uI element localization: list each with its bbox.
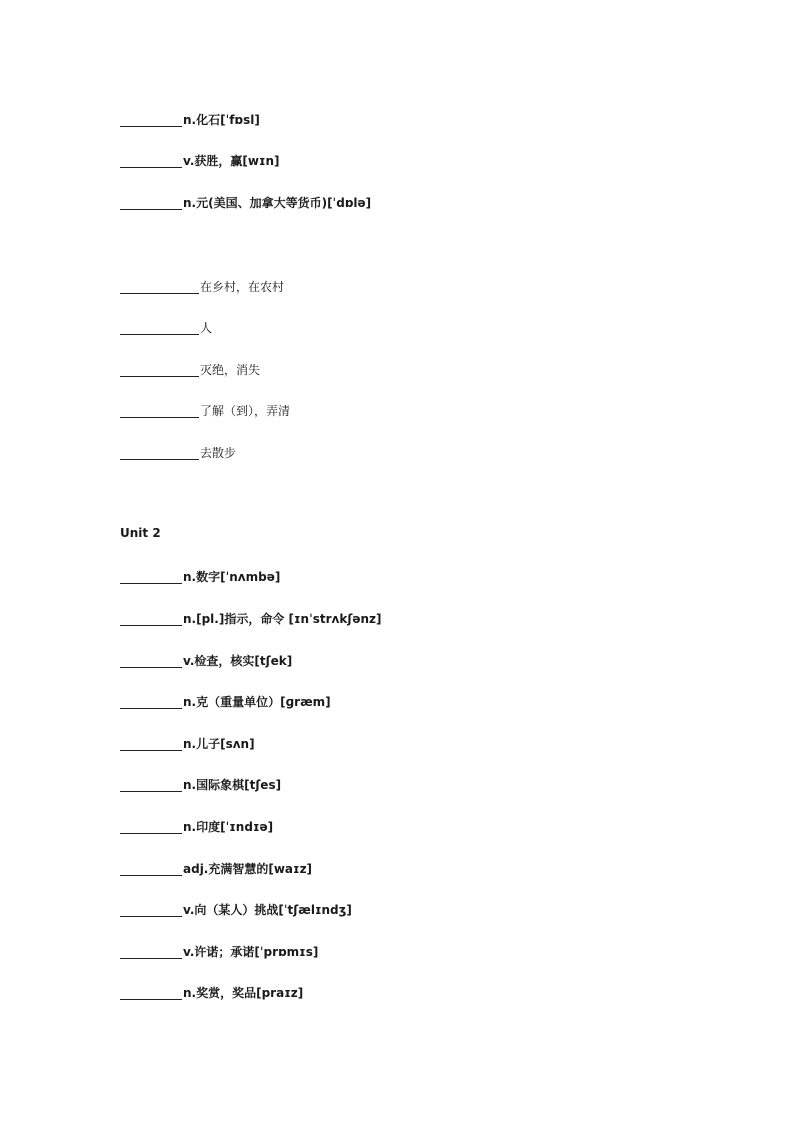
vocab-item	[120, 608, 382, 626]
vocab-item	[120, 733, 255, 751]
vocab-definition: n.印度[ˈɪndɪə]	[183, 820, 274, 834]
vocab-definition: n.[pl.]指示，命令 [ɪnˈstrʌkʃənz]	[183, 612, 382, 626]
answer-blank[interactable]	[120, 405, 199, 418]
phrase-definition: 人	[200, 321, 213, 335]
answer-blank[interactable]	[120, 779, 182, 792]
answer-blank[interactable]	[120, 447, 199, 460]
vocab-item	[120, 816, 273, 834]
vocab-item	[120, 982, 303, 1000]
answer-blank[interactable]	[120, 571, 182, 584]
answer-blank[interactable]	[120, 197, 182, 210]
phrase-item	[120, 400, 290, 418]
vocab-definition: n.奖赏，奖品[praɪz]	[183, 986, 304, 1000]
answer-blank[interactable]	[120, 281, 199, 294]
answer-blank[interactable]	[120, 821, 182, 834]
phrase-definition: 去散步	[200, 446, 237, 460]
vocab-definition: v.获胜，赢[wɪn]	[183, 154, 280, 168]
vocab-item	[120, 150, 280, 168]
answer-blank[interactable]	[120, 696, 182, 709]
phrase-item	[120, 442, 236, 460]
vocab-definition: n.元(美国、加拿大等货币)[ˈdɒlə]	[183, 196, 372, 210]
phrase-item	[120, 276, 284, 294]
vocab-definition: n.国际象棋[tʃes]	[183, 778, 282, 792]
phrase-definition: 了解（到），弄清	[200, 404, 291, 418]
vocab-item	[120, 192, 371, 210]
answer-blank[interactable]	[120, 364, 199, 377]
answer-blank[interactable]	[120, 322, 199, 335]
vocab-definition: n.化石[ˈfɒsl]	[183, 113, 260, 127]
answer-blank[interactable]	[120, 655, 182, 668]
answer-blank[interactable]	[120, 946, 182, 959]
vocab-item	[120, 650, 292, 668]
phrase-definition: 在乡村，在农村	[200, 280, 285, 294]
answer-blank[interactable]	[120, 904, 182, 917]
vocab-definition: n.数字[ˈnʌmbə]	[183, 570, 281, 584]
vocab-item	[120, 941, 318, 959]
answer-blank[interactable]	[120, 613, 182, 626]
answer-blank[interactable]	[120, 114, 182, 127]
phrase-definition: 灭绝，消失	[200, 363, 261, 377]
vocab-definition: n.克（重量单位）[ɡræm]	[183, 695, 331, 709]
vocab-item	[120, 691, 331, 709]
vocab-definition: v.向（某人）挑战[ˈtʃælɪndʒ]	[183, 903, 352, 917]
vocab-item	[120, 899, 352, 917]
answer-blank[interactable]	[120, 863, 182, 876]
vocab-definition: v.检查，核实[tʃek]	[183, 654, 293, 668]
phrase-item	[120, 359, 260, 377]
vocab-definition: adj.充满智慧的[waɪz]	[183, 862, 313, 876]
vocab-item	[120, 774, 281, 792]
vocab-definition: v.许诺；承诺[ˈprɒmɪs]	[183, 945, 319, 959]
answer-blank[interactable]	[120, 738, 182, 751]
vocab-item	[120, 858, 312, 876]
vocab-item	[120, 566, 280, 584]
phrase-item	[120, 317, 212, 335]
vocab-definition: n.儿子[sʌn]	[183, 737, 255, 751]
unit-title: Unit 2	[120, 526, 161, 540]
answer-blank[interactable]	[120, 155, 182, 168]
vocab-item	[120, 109, 260, 127]
answer-blank[interactable]	[120, 987, 182, 1000]
